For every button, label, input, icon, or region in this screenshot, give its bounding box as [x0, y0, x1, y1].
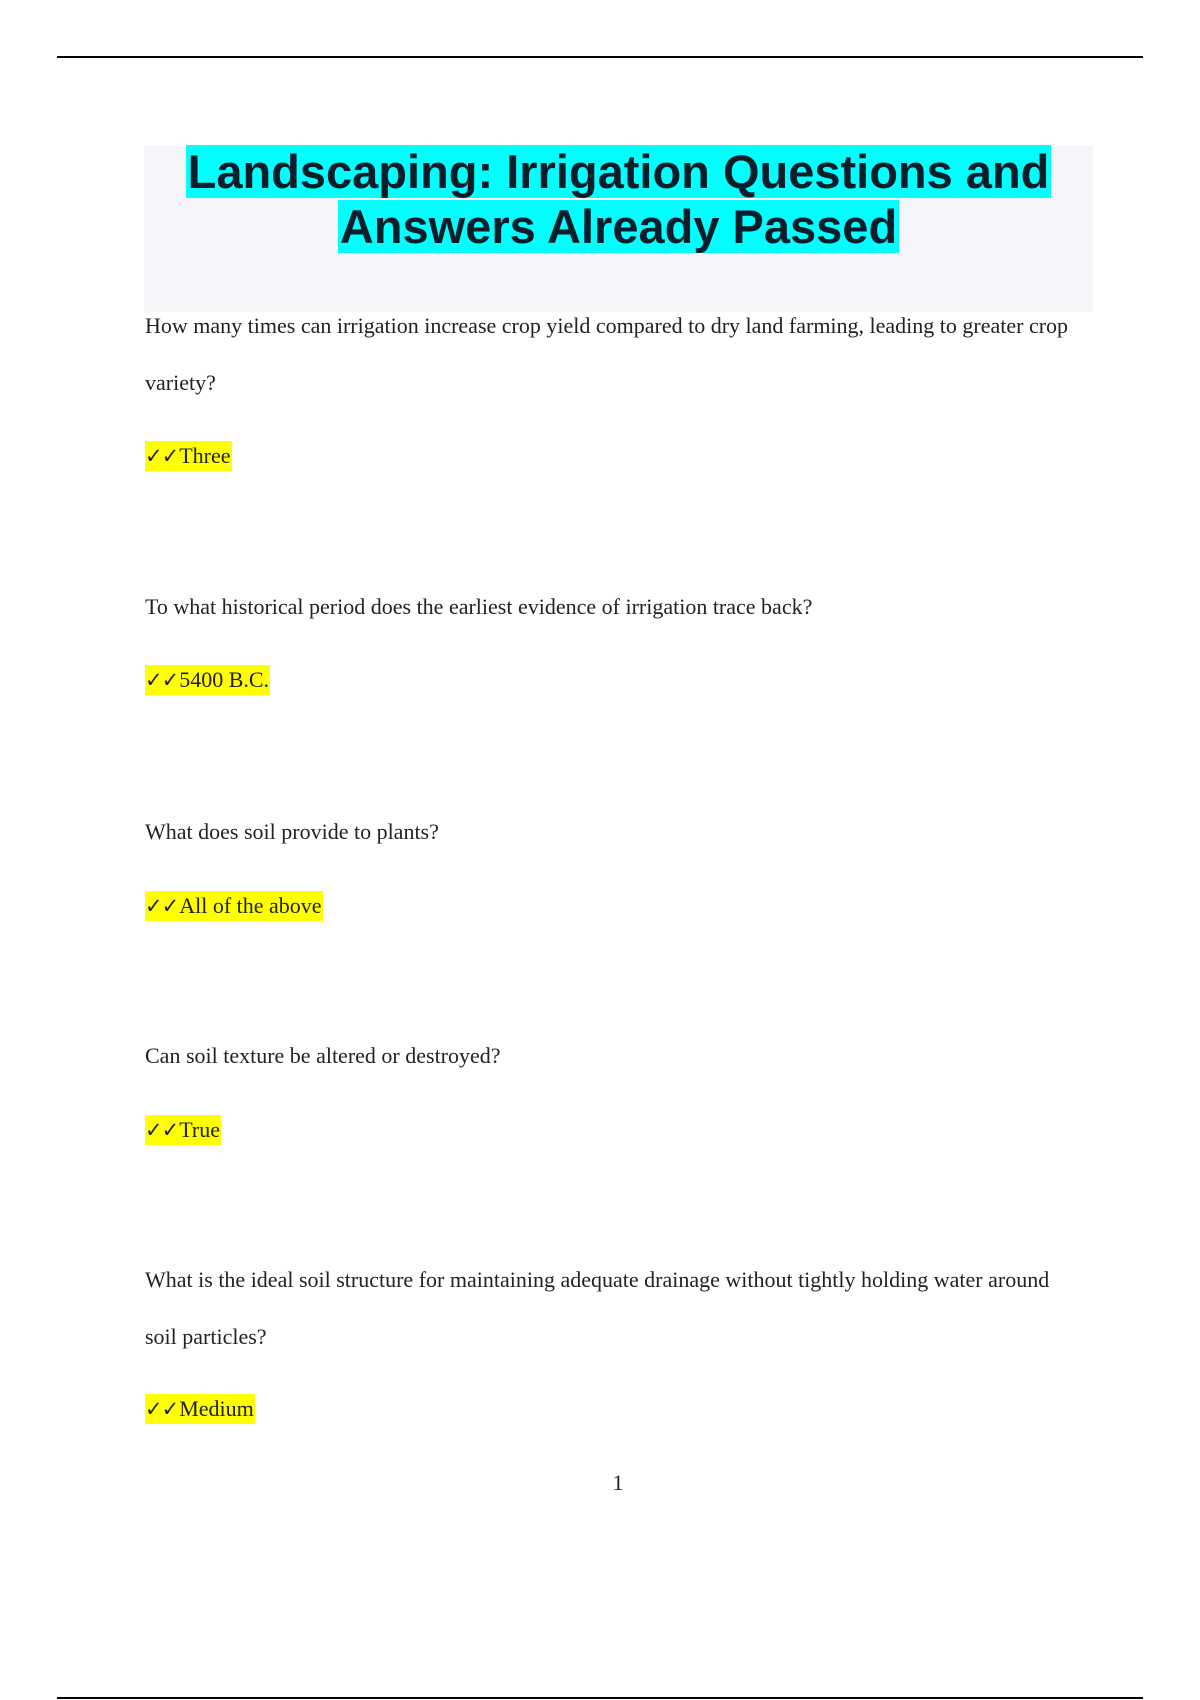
double-check-icon: ✓✓ [145, 668, 179, 692]
answer-text: Medium [179, 1396, 254, 1421]
page-number: 1 [612, 1470, 624, 1495]
answer-highlight [145, 1394, 255, 1424]
double-check-icon: ✓✓ [145, 1397, 179, 1421]
answer-text: All of the above [179, 893, 322, 918]
double-check-icon: ✓✓ [145, 894, 179, 918]
footer-rule [57, 1697, 1143, 1699]
double-check-icon: ✓✓ [145, 1118, 179, 1142]
answer-highlight [145, 441, 232, 471]
answer-text: True [179, 1117, 220, 1142]
question-1: How many times can irrigation increase crop yield compared to dry land farming, leading to greater crop variety? [145, 313, 1069, 395]
title-line-1: Landscaping: Irrigation Questions and [187, 145, 1050, 198]
answer-highlight [145, 665, 270, 695]
question-3: What does soil provide to plants? [145, 819, 439, 844]
document-title [144, 144, 1093, 254]
answer-text: Three [179, 443, 231, 468]
double-check-icon: ✓✓ [145, 444, 179, 468]
answer-4 [145, 1113, 221, 1147]
title-line-2: Answers Already Passed [339, 200, 898, 253]
header-rule [57, 56, 1143, 58]
question-2: To what historical period does the earliest evidence of irrigation trace back? [145, 594, 813, 619]
answer-5 [145, 1392, 255, 1426]
answer-highlight [145, 891, 323, 921]
answer-1 [145, 439, 232, 473]
answer-3 [145, 889, 323, 923]
answer-2 [145, 663, 270, 697]
answer-highlight [145, 1115, 221, 1145]
question-5: What is the ideal soil structure for maintaining adequate drainage without tightly holding water around soil particles? [145, 1267, 1050, 1349]
answer-text: 5400 B.C. [179, 667, 270, 692]
question-4: Can soil texture be altered or destroyed? [145, 1043, 501, 1068]
